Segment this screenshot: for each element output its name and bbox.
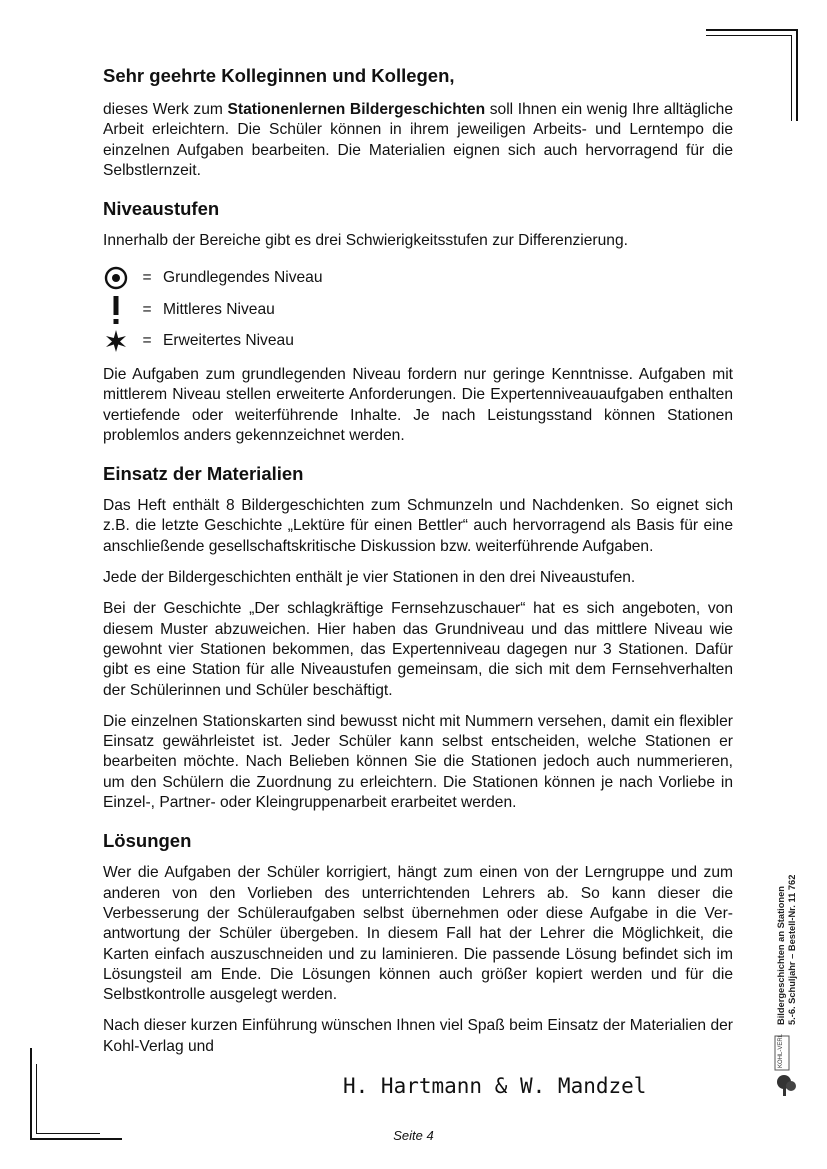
exclamation-icon <box>103 295 129 325</box>
legend-equals: = <box>142 332 152 350</box>
sidebar-title: Bildergeschichten an Stationen <box>776 886 786 1025</box>
legend-label-grundlegend: Grundlegendes Niveau <box>163 269 323 287</box>
kohl-verlag-logo <box>773 1034 803 1098</box>
einsatz-paragraph: Die einzelnen Stationskarten sind bewusst nicht mit Nummern versehen, damit ein flexibler Einsatz gewährleistet ist. Jeder Schüler kann selbst entscheiden, welche Stationen er bearbeiten möchte. Nach Belieben können Sie die Stationen jedoch auch nummerieren, um den Schülern die Zuordnung zu erleichtern. Die Stationen können je nach Vorliebe in Einzel-, Partner- oder Kleingruppenarbeit erarbeitet werden. <box>103 712 733 812</box>
legend-row-mittel <box>103 294 733 326</box>
legend-row-grundlegend <box>103 262 733 294</box>
loesungen-heading: Lösungen <box>103 830 192 852</box>
page-number: Seite 4 <box>393 1128 434 1143</box>
intro-text-before: dieses Werk zum <box>103 101 228 118</box>
frame-top-right-h2 <box>706 35 792 36</box>
intro-title-bold: Stationenlernen Bildergeschichten <box>227 101 486 118</box>
intro-text-after: soll Ihnen ein wenig Ihre alltägliche Arbeit erleichtern. Die Schüler können in ihrem jeweiligen Arbeits- und Lerntempo die einzelnen Aufgaben bearbeiten. Die Materialien eignen sich auch hervorragend für die Selbstlernzeit. <box>103 101 733 179</box>
legend-label-mittel: Mittleres Niveau <box>163 300 275 318</box>
frame-bottom-left-v2 <box>36 1064 37 1134</box>
document-body <box>103 64 733 1057</box>
niveaustufen-heading: Niveaustufen <box>103 198 220 220</box>
svg-text:KOHL-VERLAG: KOHL-VERLAG <box>778 1034 784 1068</box>
sidebar-order-info: 5.-6. Schuljahr – Bestell-Nr. 11 762 <box>787 874 797 1025</box>
star-icon <box>103 329 129 353</box>
einsatz-paragraph: Das Heft enthält 8 Bildergeschichten zum Schmunzeln und Nachdenken. So eignet sich z.B. die letzte Geschichte „Lektüre für einen Bettler“ auch hervorragend als Basis für eine anschließende gesellschaftskritische Diskussion bzw. weiterführende Aufgaben. <box>103 497 733 555</box>
intro-paragraph <box>103 100 733 181</box>
sidebar-imprint <box>776 874 827 1025</box>
legend-equals: = <box>142 269 152 287</box>
frame-top-right-h1 <box>706 29 798 31</box>
circle-dot-icon <box>103 266 129 290</box>
frame-top-right-v1 <box>796 29 798 121</box>
legend-row-erweitert <box>103 325 733 357</box>
niveau-legend <box>103 262 733 357</box>
frame-top-right-v2 <box>791 35 792 121</box>
niveaustufen-intro: Innerhalb der Bereiche gibt es drei Schwierigkeitsstufen zur Differenzierung. <box>103 232 628 250</box>
closing-paragraph: Nach dieser kurzen Einführung wünschen Ihnen viel Spaß beim Einsatz der Materialien der Kohl-Verlag und <box>103 1017 733 1055</box>
signature: H. Hartmann & W. Mandzel <box>343 1074 647 1098</box>
legend-label-erweitert: Erweitertes Niveau <box>163 332 294 350</box>
niveaustufen-body: Die Aufgaben zum grundlegenden Niveau fordern nur geringe Kenntnisse. Aufgaben mit mittlerem Niveau stellen erweiterte Anforderungen. Die Expertenniveauaufgaben enthalten vertiefende oder weiterführende Inhalte. Je nach Leistungsstand können Stationen problemlos anders gekennzeichnet werden. <box>103 365 733 444</box>
greeting-heading: Sehr geehrte Kolleginnen und Kollegen, <box>103 65 455 86</box>
loesungen-paragraph: Wer die Aufgaben der Schüler korrigiert, hängt zum einen von der Lerngruppe und zum anderen von den Vorlieben des unterrichtenden Lehrers ab. So kann dieser die Verbesserung der Schüleraufgaben selbst übernehmen oder diese Aufgabe in die Verantwortung der Schüler übergeben. In diesem Fall hat der Lehrer die Möglichkeit, die Karten einfach auszuschneiden und zu laminieren. Die passende Lösung befindet sich im Lösungsteil am Ende. Die Lösungen können auch größer kopiert werden und für die Selbstkontrolle ausgelegt werden. <box>103 864 733 1004</box>
einsatz-paragraph: Bei der Geschichte „Der schlagkräftige Fernsehzuschauer“ hat es sich angeboten, von diesem Muster abzuweichen. Hier haben das Grundniveau und das mittlere Niveau wie gewohnt vier Stationen bekommen, das Expertenniveau dagegen nur 3 Stationen. Dafür gibt es eine Station für alle Niveaustufen gemeinsam, die sich mit dem Fernsehverhalten der Schülerinnen und Schüler beschäftigt. <box>103 600 733 699</box>
frame-bottom-left-v1 <box>30 1048 32 1140</box>
einsatz-paragraph: Jede der Bildergeschichten enthält je vier Stationen in den drei Niveaustufen. <box>103 569 636 587</box>
einsatz-heading: Einsatz der Materialien <box>103 463 304 485</box>
legend-equals: = <box>142 300 152 318</box>
